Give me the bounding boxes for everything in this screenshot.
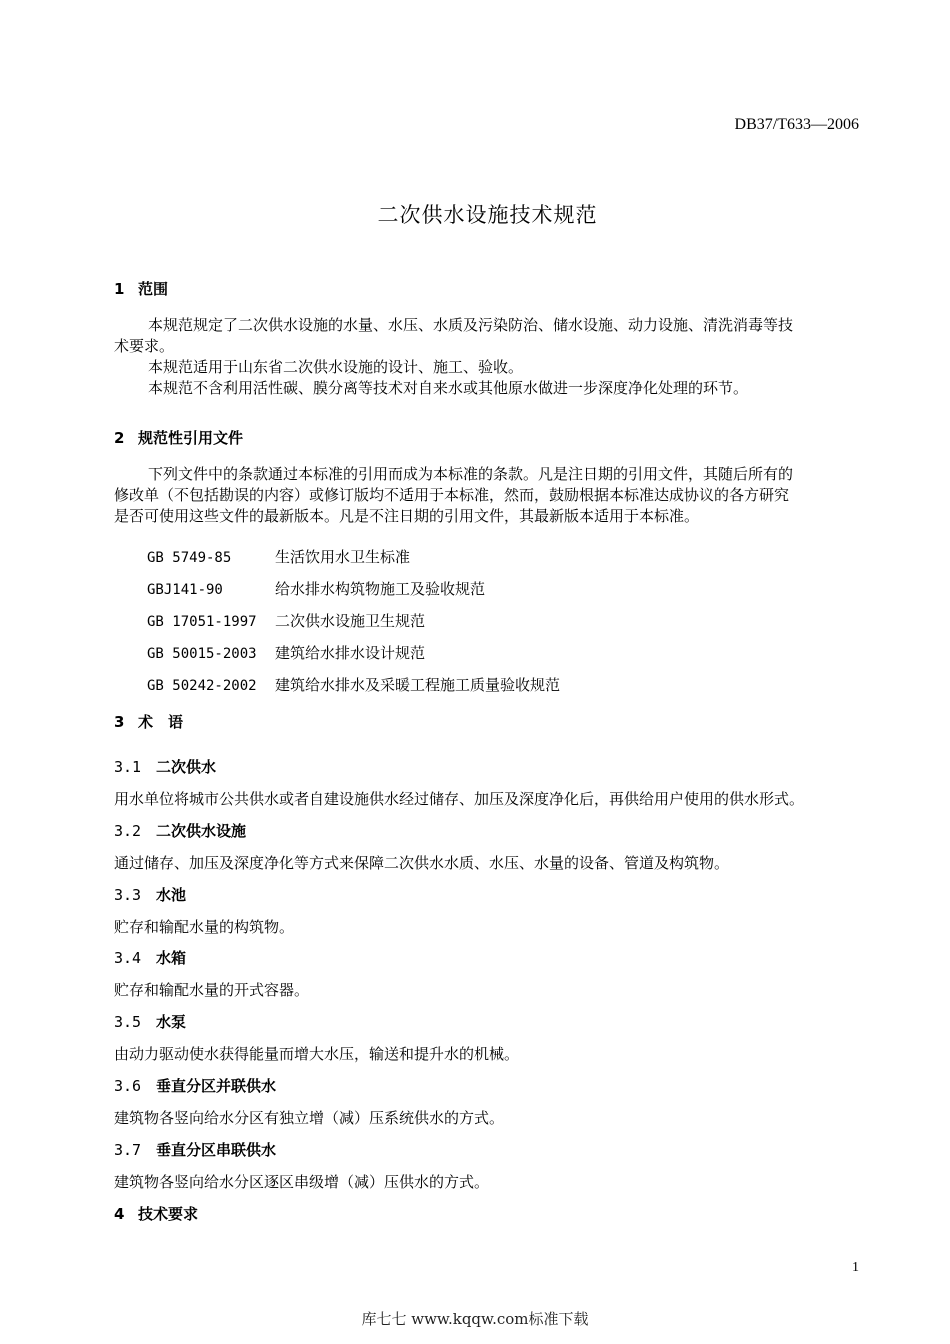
footer-watermark: 库七七 www.kqqw.com标准下载 xyxy=(361,1310,589,1328)
reference-title: 二次供水设施卫生规范 xyxy=(275,612,426,630)
term-name: 水泵 xyxy=(156,1013,187,1031)
section-number: 1 xyxy=(114,280,125,298)
paragraph: 本规范不含利用活性碳、膜分离等技术对自来水或其他原水做进一步深度净化处理的环节。 xyxy=(148,379,749,397)
term-number: 3.2 xyxy=(114,822,142,840)
term-number: 3.1 xyxy=(114,758,142,776)
term-definition: 建筑物各竖向给水分区逐区串级增（减）压供水的方式。 xyxy=(114,1173,490,1191)
term-definition: 贮存和输配水量的开式容器。 xyxy=(114,981,310,999)
document-title: 二次供水设施技术规范 xyxy=(377,203,598,227)
term-definition: 用水单位将城市公共供水或者自建设施供水经过储存、加压及深度净化后，再供给用户使用的供水形式。 xyxy=(114,790,805,808)
term-definition: 通过储存、加压及深度净化等方式来保障二次供水水质、水压、水量的设备、管道及构筑物。 xyxy=(114,854,730,872)
term-name: 水池 xyxy=(156,886,187,904)
reference-code: GB 5749-85 xyxy=(147,550,232,566)
term-heading xyxy=(114,756,216,777)
term-heading xyxy=(114,820,246,841)
section-2-heading xyxy=(114,427,243,448)
reference-code: GB 50015-2003 xyxy=(147,646,257,662)
section-2-intro xyxy=(114,464,793,527)
term-heading xyxy=(114,884,186,905)
section-1-body xyxy=(114,315,793,399)
term-number: 3.4 xyxy=(114,949,142,967)
paragraph-line: 是否可使用这些文件的最新版本。凡是不注日期的引用文件，其最新版本适用于本标准。 xyxy=(114,507,700,525)
section-title: 术 语 xyxy=(138,713,184,731)
reference-title: 建筑给水排水及采暖工程施工质量验收规范 xyxy=(275,676,561,694)
section-title: 规范性引用文件 xyxy=(138,429,244,447)
reference-title: 生活饮用水卫生标准 xyxy=(275,548,411,566)
section-number: 2 xyxy=(114,429,125,447)
term-heading xyxy=(114,947,186,968)
paragraph: 术要求。 xyxy=(114,337,175,355)
reference-title: 给水排水构筑物施工及验收规范 xyxy=(275,580,486,598)
term-heading xyxy=(114,1075,276,1096)
term-definition: 由动力驱动使水获得能量而增大水压，输送和提升水的机械。 xyxy=(114,1045,520,1063)
term-definition: 建筑物各竖向给水分区有独立增（减）压系统供水的方式。 xyxy=(114,1109,505,1127)
paragraph-line: 下列文件中的条款通过本标准的引用而成为本标准的条款。凡是注日期的引用文件，其随后所有的 xyxy=(148,465,794,483)
reference-code: GB 50242-2002 xyxy=(147,678,257,694)
term-number: 3.5 xyxy=(114,1013,142,1031)
reference-title: 建筑给水排水设计规范 xyxy=(275,644,426,662)
term-heading xyxy=(114,1139,276,1160)
reference-item xyxy=(147,546,410,567)
section-title: 范围 xyxy=(138,280,169,298)
page-number: 1 xyxy=(852,1260,859,1275)
section-4-heading xyxy=(114,1203,198,1224)
paragraph: 本规范适用于山东省二次供水设施的设计、施工、验收。 xyxy=(148,358,524,376)
reference-code: GBJ141-90 xyxy=(147,582,223,598)
reference-item xyxy=(147,642,425,663)
section-number: 4 xyxy=(114,1205,125,1223)
term-number: 3.6 xyxy=(114,1077,142,1095)
standard-code: DB37/T633—2006 xyxy=(734,116,859,133)
term-definition: 贮存和输配水量的构筑物。 xyxy=(114,918,295,936)
reference-code: GB 17051-1997 xyxy=(147,614,257,630)
section-3-heading xyxy=(114,711,183,732)
term-heading xyxy=(114,1011,186,1032)
term-number: 3.7 xyxy=(114,1141,142,1159)
term-name: 二次供水 xyxy=(156,758,217,776)
section-1-heading xyxy=(114,278,168,299)
paragraph-line: 修改单（不包括勘误的内容）或修订版均不适用于本标准，然而，鼓励根据本标准达成协议的各方研究 xyxy=(114,486,790,504)
term-name: 垂直分区并联供水 xyxy=(156,1077,277,1095)
term-number: 3.3 xyxy=(114,886,142,904)
term-name: 水箱 xyxy=(156,949,187,967)
term-name: 垂直分区串联供水 xyxy=(156,1141,277,1159)
section-title: 技术要求 xyxy=(138,1205,199,1223)
reference-item xyxy=(147,578,485,599)
paragraph: 本规范规定了二次供水设施的水量、水压、水质及污染防治、储水设施、动力设施、清洗消毒等技 xyxy=(148,316,794,334)
reference-item xyxy=(147,610,425,631)
reference-item xyxy=(147,674,560,695)
term-name: 二次供水设施 xyxy=(156,822,247,840)
section-number: 3 xyxy=(114,713,125,731)
